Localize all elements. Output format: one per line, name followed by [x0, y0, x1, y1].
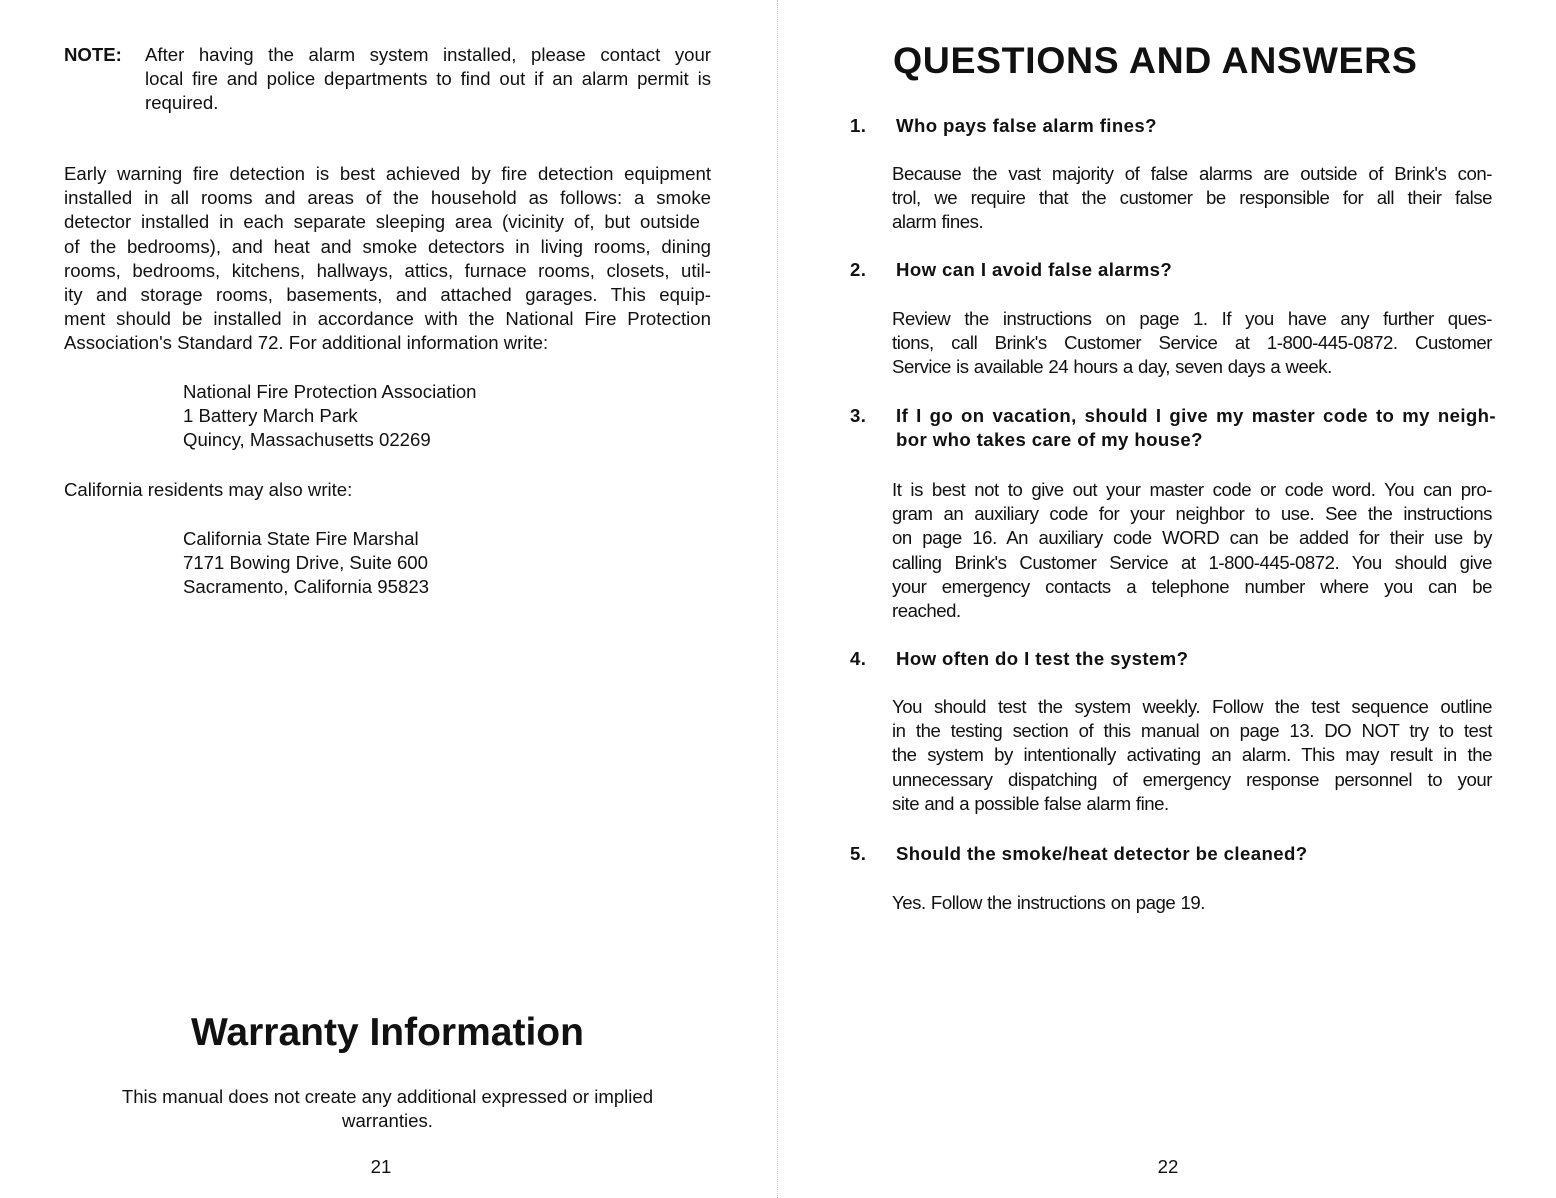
question-number: 3. [850, 405, 867, 426]
page-fold-divider [777, 0, 778, 1198]
page-number-right: 22 [1157, 1156, 1179, 1177]
answer-line: trol, we require that the customer be responsible for all their false [892, 187, 1492, 209]
qa-heading: QUESTIONS AND ANSWERS [893, 39, 1418, 81]
answer-text [892, 891, 1492, 915]
address-line: California State Fire Marshal [183, 528, 419, 549]
answer-text [892, 307, 1492, 380]
answer-line: the system by intentionally activating an alarm. This may result in the [892, 744, 1492, 766]
answer-line: You should test the system weekly. Follow the test sequence outline [892, 696, 1492, 717]
fire-detection-paragraph [64, 162, 711, 356]
question-line: Should the smoke/heat detector be cleaned? [896, 843, 1308, 864]
warranty-heading: Warranty Information [191, 1011, 584, 1054]
answer-line: Review the instructions on page 1. If you have any further ques- [892, 308, 1492, 329]
paragraph-line: Association's Standard 72. For additional information write: [64, 332, 549, 354]
paragraph-line: ity and storage rooms, basements, and attached garages. This equip- [64, 284, 711, 306]
ca-fire-marshal-address [183, 527, 429, 600]
answer-line: tions, call Brink's Customer Service at 1-800-445-0872. Customer [892, 332, 1492, 354]
address-line: 7171 Bowing Drive, Suite 600 [183, 552, 428, 574]
answer-line: Because the vast majority of false alarms are outside of Brink's con- [892, 163, 1492, 184]
note-text [145, 43, 711, 116]
paragraph-line: detector installed in each separate sleeping area (vicinity of, but outside [64, 211, 700, 233]
answer-line: Yes. Follow the instructions on page 19. [892, 892, 1206, 913]
address-line: Sacramento, California 95823 [183, 576, 429, 598]
answer-line: calling Brink's Customer Service at 1-800-445-0872. You should give [892, 551, 1492, 573]
address-line: 1 Battery March Park [183, 405, 358, 427]
question-text [896, 114, 1496, 138]
answer-line: alarm fines. [892, 211, 984, 233]
question-number: 5. [850, 843, 867, 864]
question-line: If I go on vacation, should I give my master code to my neigh- [896, 405, 1496, 426]
answer-line: It is best not to give out your master code or code word. You can pro- [892, 479, 1492, 500]
page-number-left: 21 [370, 1156, 392, 1177]
question-number: 1. [850, 115, 867, 136]
nfpa-address [183, 380, 477, 453]
note-label: NOTE: [64, 44, 122, 65]
answer-line: gram an auxiliary code for your neighbor to use. See the instructions [892, 503, 1492, 525]
question-text [896, 647, 1496, 671]
note-line: After having the alarm system installed, please contact your [145, 44, 711, 65]
answer-line: Service is available 24 hours a day, seven days a week. [892, 356, 1332, 378]
answer-line: site and a possible false alarm fine. [892, 792, 1169, 814]
paragraph-line: of the bedrooms), and heat and smoke detectors in living rooms, dining [64, 235, 711, 257]
question-line: bor who takes care of my house? [896, 429, 1203, 451]
question-text [896, 842, 1496, 866]
address-line: National Fire Protection Association [183, 381, 477, 402]
question-line: How can I avoid false alarms? [896, 259, 1173, 280]
paragraph-line: installed in all rooms and areas of the household as follows: a smoke [64, 187, 711, 209]
answer-text [892, 162, 1492, 235]
question-number: 2. [850, 259, 867, 280]
note-line: local fire and police departments to find out if an alarm permit is [145, 68, 711, 90]
answer-text [892, 478, 1492, 623]
answer-line: in the testing section of this manual on page 13. DO NOT try to test [892, 720, 1492, 742]
question-text [896, 258, 1496, 282]
california-text: California residents may also write: [64, 479, 353, 500]
answer-text [892, 695, 1492, 816]
paragraph-line: Early warning fire detection is best achieved by fire detection equipment [64, 163, 711, 184]
answer-line: unnecessary dispatching of emergency response personnel to your [892, 768, 1492, 790]
answer-line: reached. [892, 600, 961, 622]
question-line: Who pays false alarm fines? [896, 115, 1157, 136]
question-text [896, 404, 1496, 452]
question-line: How often do I test the system? [896, 648, 1189, 669]
address-line: Quincy, Massachusetts 02269 [183, 429, 431, 451]
paragraph-line: rooms, bedrooms, kitchens, hallways, attics, furnace rooms, closets, util- [64, 259, 711, 281]
answer-line: your emergency contacts a telephone number where you can be [892, 575, 1492, 597]
answer-line: on page 16. An auxiliary code WORD can be added for their use by [892, 527, 1492, 549]
warranty-line: warranties. [342, 1110, 433, 1132]
note-line: required. [145, 92, 219, 114]
question-number: 4. [850, 648, 867, 669]
paragraph-line: ment should be installed in accordance with the National Fire Protection [64, 308, 711, 330]
warranty-text [64, 1085, 711, 1133]
warranty-line: This manual does not create any additional expressed or implied [121, 1086, 654, 1107]
